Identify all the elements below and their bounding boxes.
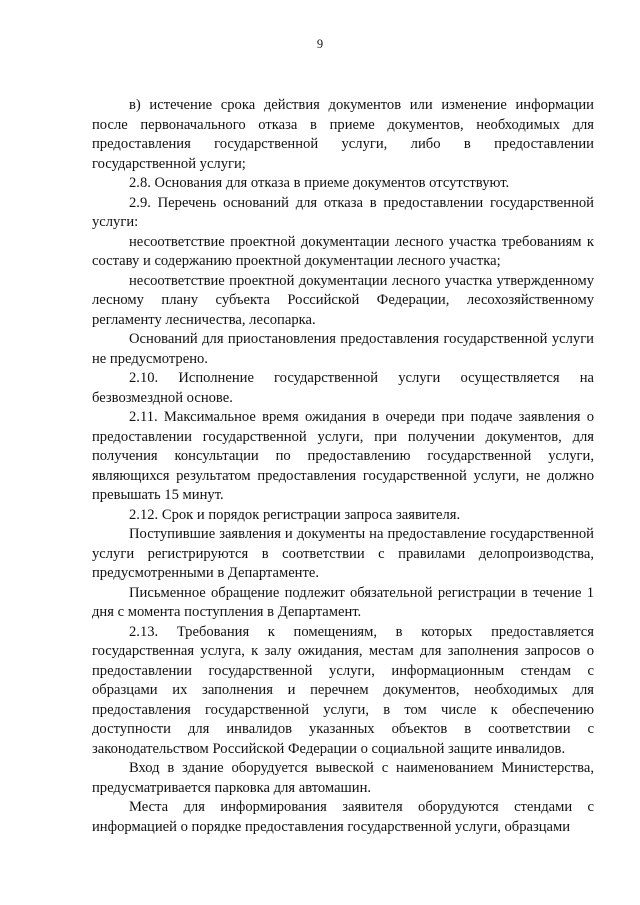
paragraph-entrance: Вход в здание оборудуется вывеской с наименованием Министерства, предусматривается парковка для автомашин. (92, 760, 594, 796)
paragraph-deadline-expiry: в) истечение срока действия документов или изменение информации после первоначального отказа в приеме документов, необходимых для предоставления государственной услуги, либо в предоставлении государственной услуги; (92, 97, 594, 172)
paragraph-2-10: 2.10. Исполнение государственной услуги осуществляется на безвозмездной основе. (92, 370, 594, 406)
page-number: 9 (316, 37, 324, 51)
paragraph-2-13: 2.13. Требования к помещениям, в которых предоставляется государственная услуга, к залу ожидания, местам для заполнения запросов о предоставлении государственной услуги, информационным стендам с образцами их заполнения и перечнем документов, необходимых для предоставления государственной услуги, в том числе к обеспечению доступности для инвалидов указанных объектов в соответствии с законодательством Российской Федерации о социальной защите инвалидов. (92, 623, 594, 757)
paragraph-refusal-reason-1: несоответствие проектной документации лесного участка требованиям к составу и содержанию проектной документации лесного участка; (92, 233, 594, 269)
paragraph-no-suspension: Оснований для приостановления предоставления государственной услуги не предусмотрено. (92, 331, 594, 367)
paragraph-2-12: 2.12. Срок и порядок регистрации запроса заявителя. (129, 506, 461, 523)
paragraph-2-11: 2.11. Максимальное время ожидания в очереди при подаче заявления о предоставлении государственной услуги, при получении документов, для получения консультации по предоставлению государственной услуги, являющихся результатом предоставления государственной услуги, не должно превышать 15 минут. (92, 409, 594, 503)
paragraph-refusal-reason-2: несоответствие проектной документации лесного участка утвержденному лесному плану субъекта Российской Федерации, лесохозяйственному регламенту лесничества, лесопарка. (92, 272, 594, 328)
paragraph-2-8: 2.8. Основания для отказа в приеме документов отсутствуют. (129, 175, 510, 191)
paragraph-registration: Поступившие заявления и документы на предоставление государственной услуги регистрируются в соответствии с правилами делопроизводства, предусмотренными в Департаменте. (92, 526, 594, 581)
document-body (92, 96, 594, 837)
paragraph-info-stands: Места для информирования заявителя оборудуются стендами с информацией о порядке предоставления государственной услуги, образцами (92, 799, 594, 835)
paragraph-2-9: 2.9. Перечень оснований для отказа в предоставлении государственной услуги: (92, 194, 594, 230)
paragraph-written-request: Письменное обращение подлежит обязательной регистрации в течение 1 дня с момента поступления в Департамент. (92, 584, 594, 620)
